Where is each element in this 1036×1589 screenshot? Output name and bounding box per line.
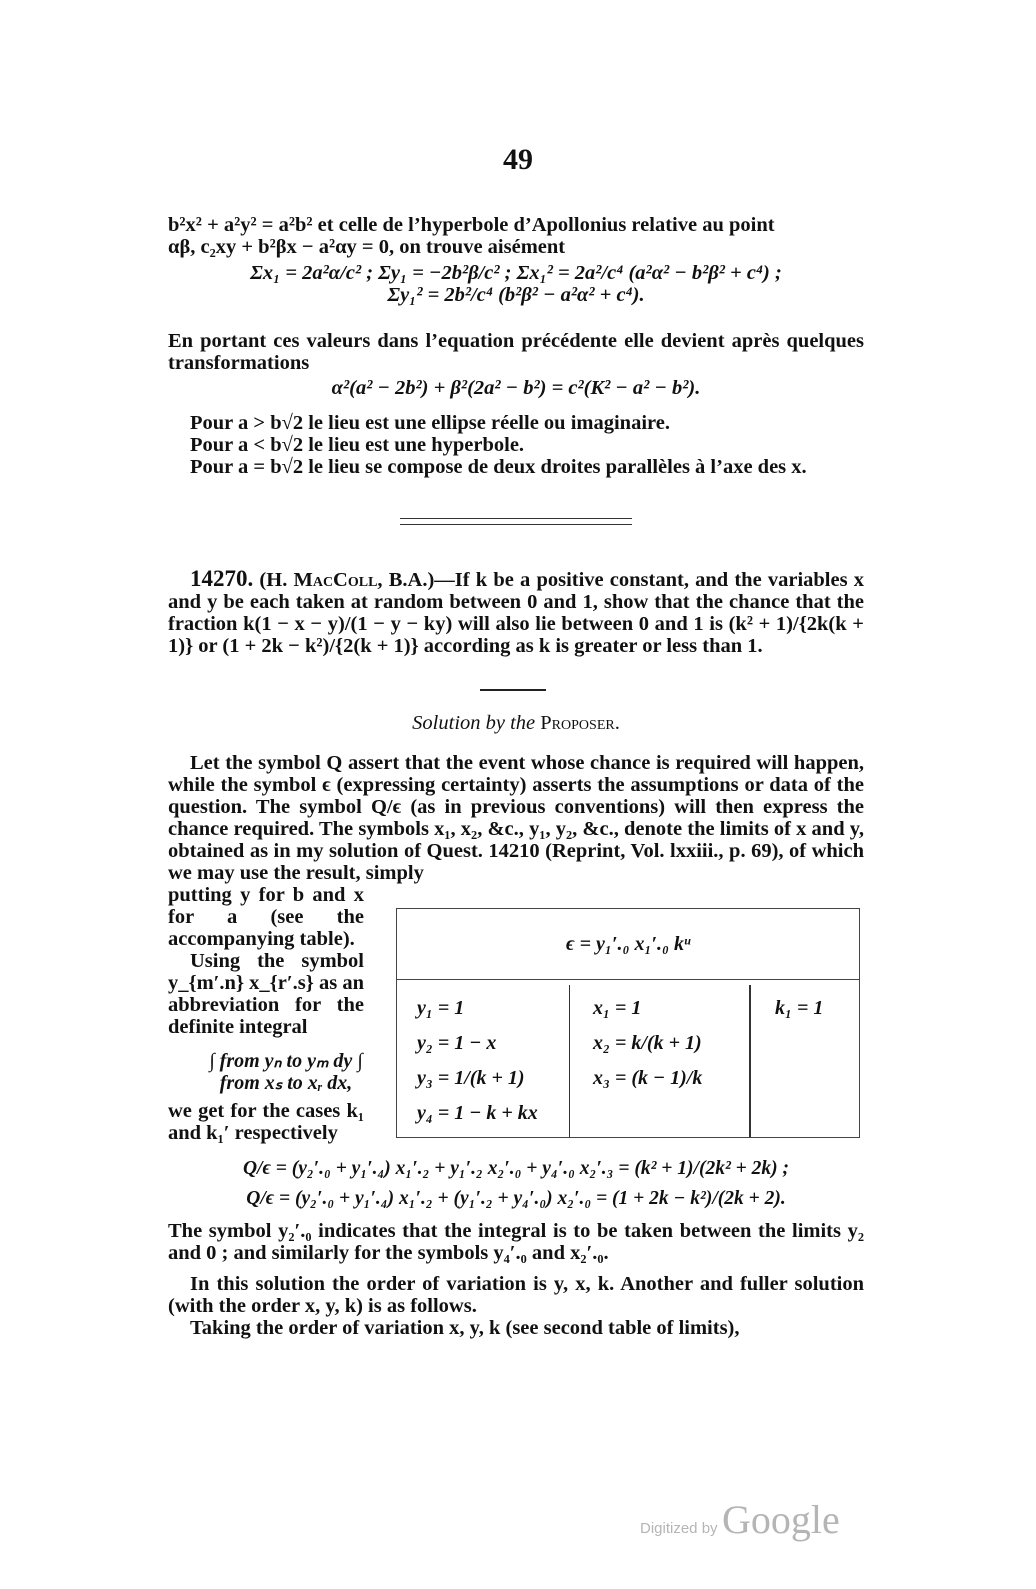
- case-parallel-lines: Pour a = b√2 le lieu se compose de deux droites parallèles à l’axe des x.: [190, 456, 807, 478]
- digitized-watermark: [640, 1496, 840, 1543]
- google-logo: Google: [722, 1497, 840, 1542]
- side-text-cases: we get for the cases k₁ and k₁′ respectively: [168, 1100, 364, 1144]
- y-limit-3: y₃ = 1/(k + 1): [417, 1067, 525, 1089]
- locus-equation: α²(a² − 2b²) + β²(2a² − b²) = c²(K² − a² − b²).: [331, 377, 701, 399]
- y-limit-2: y₂ = 1 − x: [417, 1032, 497, 1054]
- k-limit-1: k₁ = 1: [775, 997, 824, 1019]
- short-divider: [480, 689, 546, 691]
- table-divider-2: [749, 985, 751, 1137]
- x-limit-1: x₁ = 1: [593, 997, 642, 1019]
- question-text: —If k be a positive constant, and the variables x and y be each taken at random between 0 and 1, show that the chance that the fraction k(1 − x − y)/(1 − y − ky) will also lie between 0 and 1 is (k² + 1)/{2k(k + 1)} or (1 + 2k − k²)/{2(k + 1)} according as k is greater or less than 1.: [168, 569, 864, 657]
- sum-equation-2: Σy₁² = 2b²/c⁴ (b²β² − a²α² + c⁴).: [387, 284, 645, 306]
- question-number: 14270.: [190, 566, 254, 591]
- locus-cases: [168, 412, 864, 478]
- solution-heading-italic: Solution by the: [412, 712, 536, 734]
- case-hyperbola: Pour a < b√2 le lieu est une hyperbole.: [190, 434, 525, 456]
- y-limits-column: [417, 991, 567, 1148]
- x-limit-3: x₃ = (k − 1)/k: [593, 1067, 703, 1089]
- solution-paragraph-1: Let the symbol Q assert that the event whose chance is required will happen, while the symbol ϵ (expressing certainty) asserts the assumptions or data of the question. The symbol Q/ϵ (as in previous conventions) will then express the chance required. The symbols x₁, x₂, &c., y₁, y₂, &c., denote the limits of x and y, obtained as in my solution of Quest. 14210 (Reprint, Vol. lxxiii., p. 69), of which we may use the result, simply: [168, 752, 864, 884]
- x-limit-2: x₂ = k/(k + 1): [593, 1032, 702, 1054]
- result-equation-k1: Q/ϵ = (y₂′.₀ + y₁′.₄) x₁′.₂ + y₁′.₂ x₂′.₀ + y₄′.₀ x₂′.₃ = (k² + 1)/(2k² + 2k) ;: [242, 1158, 790, 1179]
- side-text-abbreviation: Using the symbol y_{m′.n} x_{r′.s} as an abbreviation for the definite integral: [168, 950, 364, 1038]
- solution-heading-name: Proposer.: [540, 712, 620, 734]
- solution-paragraph-3: In this solution the order of variation is y, x, k. Another and fuller solution (with the order x, y, k) is as follows.: [168, 1273, 864, 1317]
- solution-paragraph-2: The symbol y₂′.₀ indicates that the integral is to be taken between the limits y₂ and 0 ; and similarly for the symbols y₄′.₀ and x₂′.₀.: [168, 1220, 864, 1264]
- question-author: (H. MacColl, B.A.): [259, 569, 435, 591]
- result-equation-k1-prime: Q/ϵ = (y₂′.₀ + y₁′.₄) x₁′.₂ + (y₁′.₂ + y₄′.₀) x₂′.₀ = (1 + 2k − k²)/(2k + 2).: [246, 1188, 786, 1209]
- transform-paragraph: En portant ces valeurs dans l’equation précédente elle devient après quelques transformations: [168, 330, 864, 374]
- page-number: 49: [503, 143, 533, 176]
- x-limits-column: [593, 991, 743, 1148]
- solution-paragraph-4: Taking the order of variation x, y, k (see second table of limits),: [190, 1317, 740, 1339]
- k-limits-column: [775, 991, 855, 1148]
- intro-line-2: αβ, c₂xy + b²βx − a²αy = 0, on trouve aisément: [168, 236, 566, 258]
- side-text-table-ref: putting y for b and x for a (see the accompanying table).: [168, 884, 364, 950]
- sum-equations: [168, 262, 864, 306]
- section-divider: [400, 518, 632, 525]
- watermark-prefix: Digitized by: [640, 1520, 718, 1537]
- case-ellipse: Pour a > b√2 le lieu est une ellipse réelle ou imaginaire.: [190, 412, 670, 434]
- definite-integral: ∫ from yₙ to yₘ dy ∫ from xₛ to xᵣ dx,: [209, 1050, 363, 1094]
- question-14270: [168, 568, 864, 657]
- intro-line-1: b²x² + a²y² = a²b² et celle de l’hyperbole d’Apollonius relative au point: [168, 214, 775, 236]
- limits-table: [396, 908, 860, 1138]
- y-limit-1: y₁ = 1: [417, 997, 465, 1019]
- apollonius-intro: [168, 214, 864, 258]
- solution-heading: [168, 712, 864, 734]
- table-divider-1: [569, 985, 570, 1137]
- limits-table-header: ϵ = y₁′.₀ x₁′.₀ kᵘ: [397, 909, 859, 980]
- sum-equation-1: Σx₁ = 2a²α/c² ; Σy₁ = −2b²β/c² ; Σx₁² = 2a²/c⁴ (a²α² − b²β² + c⁴) ;: [250, 262, 782, 284]
- y-limit-4: y₄ = 1 − k + kx: [417, 1102, 538, 1124]
